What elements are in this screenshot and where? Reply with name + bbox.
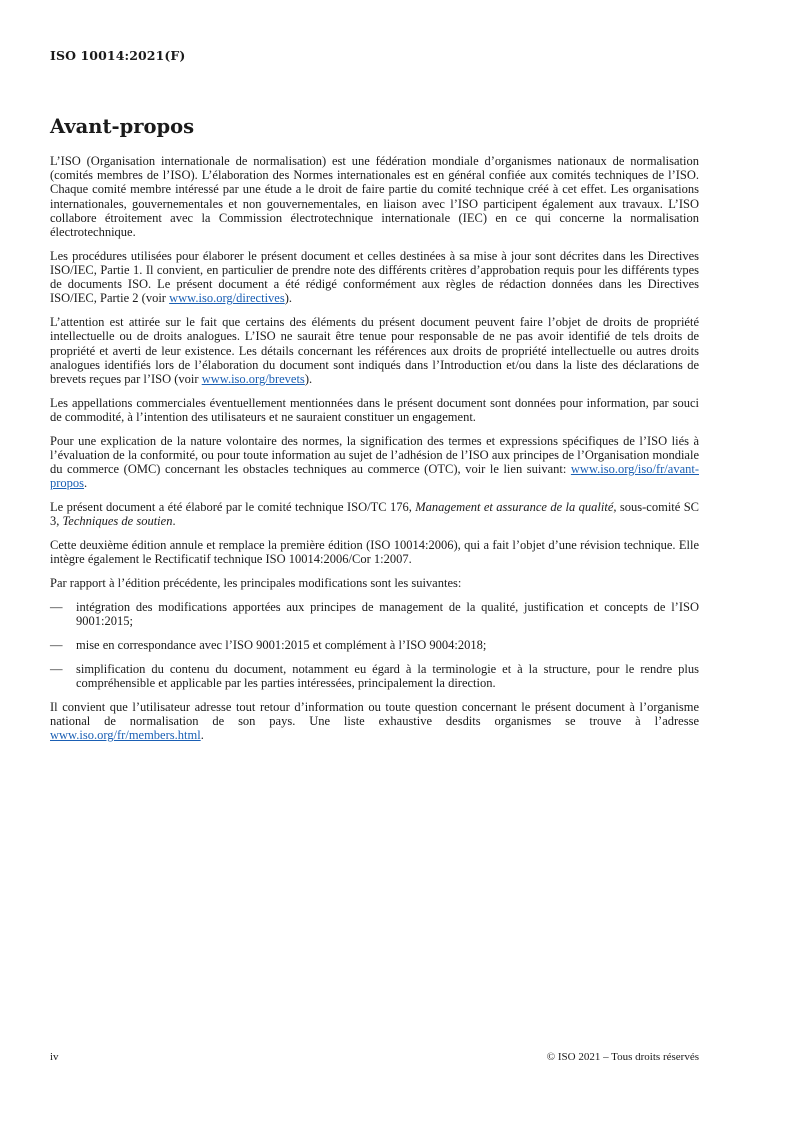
paragraph-end: .: [84, 476, 88, 491]
paragraph-procedures: [50, 249, 699, 306]
paragraph-text: Pour une explication de la nature volontaire des normes, la signification des termes et expressions spécifiques de l’ISO liés à l’évaluation de la conformité, ou pour toute information au sujet de l’adhésion de l’ISO aux principes de l’Organisation mondiale du commerce (OMC) concernant les obstacles techniques au commerce (OTC), voir le lien suivant:: [50, 433, 699, 477]
paragraph-iso-intro: L’ISO (Organisation internationale de normalisation) est une fédération mondiale d’organismes nationaux de normalisation (comités membres de l’ISO). L’élaboration des Normes internationales est en général confiée aux comités techniques de l’ISO. Chaque comité membre intéressé par une étude a le droit de faire partie du comité technique créé à cet effet. Les organisations internationales, gouvernementales et non gouvernementales, en liaison avec l’ISO participent également aux travaux. L’ISO collabore étroitement avec la Commission électrotechnique internationale (IEC) en ce qui concerne la normalisation électrotechnique.: [50, 154, 699, 240]
document-id: ISO 10014:2021(F): [50, 48, 186, 63]
paragraph-text: Il convient que l’utilisateur adresse tout retour d’information ou toute question concernant le présent document à l’organisme national de normalisation de son pays. Une liste exhaustive desdits organismes se trouve à l’adresse: [50, 699, 699, 729]
paragraph-text: L’attention est attirée sur le fait que certains des éléments du présent document peuvent faire l’objet de droits de propriété intellectuelle ou de droits analogues. L’ISO ne saurait être tenue pour responsable de ne pas avoir identifié de tels droits de propriété et averti de leur existence. Les détails concernant les références aux droits de propriété intellectuelle ou autres droits analogues identifiés lors de l’élaboration du document sont indiqués dans l’Introduction et/ou dans la liste des déclarations de brevets reçues par l’ISO (voir: [50, 315, 699, 387]
page-number: iv: [50, 1051, 59, 1063]
copyright-notice: © ISO 2021 – Tous droits réservés: [546, 1051, 699, 1063]
dash-bullet: —: [50, 600, 63, 615]
paragraph-voluntary-nature: [50, 434, 699, 491]
paragraph-end: .: [200, 728, 204, 743]
paragraph-changes-intro: Par rapport à l’édition précédente, les principales modifications sont les suivantes:: [50, 576, 462, 591]
paragraph-mid: sous-comité SC 3,: [50, 500, 699, 529]
paragraph-committee: [50, 500, 699, 528]
members-link[interactable]: www.iso.org/fr/members.html: [50, 728, 201, 743]
subcommittee-name: Techniques de soutien: [62, 514, 173, 529]
paragraph-end: ).: [284, 291, 292, 306]
paragraph-text: Le présent document a été élaboré par le comité technique ISO/TC 176,: [50, 500, 416, 515]
list-item-text: mise en correspondance avec l’ISO 9001:2015 et complément à l’ISO 9004:2018;: [76, 638, 487, 653]
list-item-text: simplification du contenu du document, notamment eu égard à la terminologie et à la structure, pour le rendre plus compréhensible et applicable par les parties intéressées, principalement la direction.: [76, 661, 699, 691]
section-title: Avant-propos: [50, 115, 195, 138]
directives-link[interactable]: www.iso.org/directives: [169, 291, 285, 306]
list-item-text: intégration des modifications apportées aux principes de management de la qualité, justification et concepts de l’ISO 9001:2015;: [76, 600, 699, 629]
foreword-body: [50, 154, 699, 752]
patents-link[interactable]: www.iso.org/brevets: [201, 372, 305, 387]
paragraph-end: ).: [304, 372, 313, 387]
paragraph-feedback: [50, 700, 699, 743]
list-item: [50, 662, 699, 690]
paragraph-edition: Cette deuxième édition annule et remplace la première édition (ISO 10014:2006), qui a fait l’objet d’une révision technique. Elle intègre également le Rectificatif technique ISO 10014:2006/Cor 1:2007.: [50, 538, 699, 567]
paragraph-trade-names: Les appellations commerciales éventuellement mentionnées dans le présent document sont données pour information, par souci de commodité, à l’intention des utilisateurs et ne sauraient constituer un engagement.: [50, 395, 699, 425]
foreword-link[interactable]: www.iso.org/iso/fr/avant-propos: [50, 462, 699, 491]
paragraph-end: .: [172, 514, 176, 529]
paragraph-text: Les procédures utilisées pour élaborer le présent document et celles destinées à sa mise à jour sont décrites dans les Directives ISO/IEC, Partie 1. Il convient, en particulier de prendre note des différents critères d’approbation requis pour les différents types de documents ISO. Le présent document a été rédigé conformément aux règles de rédaction données dans les Directives ISO/IEC, Partie 2 (voir: [50, 248, 699, 306]
committee-name: Management et assurance de la qualité,: [415, 500, 617, 515]
paragraph-patents: [50, 315, 699, 386]
list-item: [50, 638, 699, 652]
dash-bullet: —: [50, 661, 63, 676]
list-item: [50, 600, 699, 628]
dash-bullet: —: [50, 638, 63, 653]
